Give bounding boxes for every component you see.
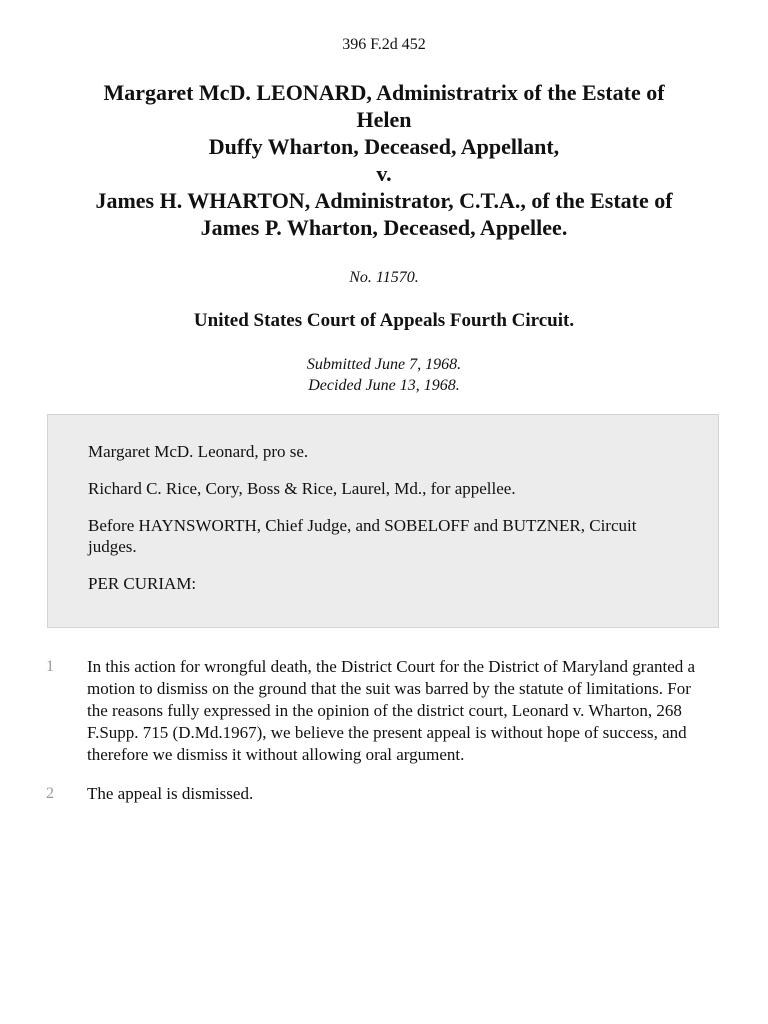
- caption-line: Margaret McD. LEONARD, Administratrix of the Estate of: [103, 80, 665, 105]
- paragraph-number: 1: [46, 658, 54, 675]
- appellant-counsel: Margaret McD. Leonard, pro se.: [88, 442, 309, 461]
- caption-versus: v.: [376, 161, 392, 186]
- case-caption: [48, 79, 720, 241]
- docket-number: No. 11570.: [349, 269, 419, 286]
- paragraph-number: 2: [46, 785, 54, 802]
- paragraph-text: The appeal is dismissed.: [87, 784, 254, 803]
- citation: 396 F.2d 452: [342, 36, 426, 53]
- appellee-counsel: Richard C. Rice, Cory, Boss & Rice, Laurel, Md., for appellee.: [88, 479, 516, 498]
- court-name: United States Court of Appeals Fourth Circuit.: [193, 310, 575, 331]
- caption-line: James H. WHARTON, Administrator, C.T.A., of the Estate of: [95, 188, 673, 213]
- panel-judges: Before HAYNSWORTH, Chief Judge, and SOBELOFF and BUTZNER, Circuit judges.: [88, 516, 637, 556]
- decided-date: Decided June 13, 1968.: [308, 377, 460, 394]
- opinion-paragraph: [0, 783, 768, 805]
- caption-line: Helen: [356, 107, 412, 132]
- case-dates: [0, 354, 768, 396]
- caption-line: James P. Wharton, Deceased, Appellee.: [200, 215, 568, 240]
- caption-line: Duffy Wharton, Deceased, Appellant,: [208, 134, 560, 159]
- opinion-body: [0, 656, 768, 822]
- opinion-paragraph: [0, 656, 768, 766]
- submitted-date: Submitted June 7, 1968.: [306, 356, 462, 373]
- paragraph-text: In this action for wrongful death, the District Court for the District of Maryland granted a motion to dismiss on the ground that the suit was barred by the statute of limitations. For the reasons fully expressed in the opinion of the district court, Leonard v. Wharton, 268 F.Supp. 715 (D.Md.1967), we believe the present appeal is without hope of success, and therefore we dismiss it without allowing oral argument.: [87, 657, 696, 764]
- counsel-box: [47, 414, 719, 628]
- per-curiam-label: PER CURIAM:: [88, 574, 197, 593]
